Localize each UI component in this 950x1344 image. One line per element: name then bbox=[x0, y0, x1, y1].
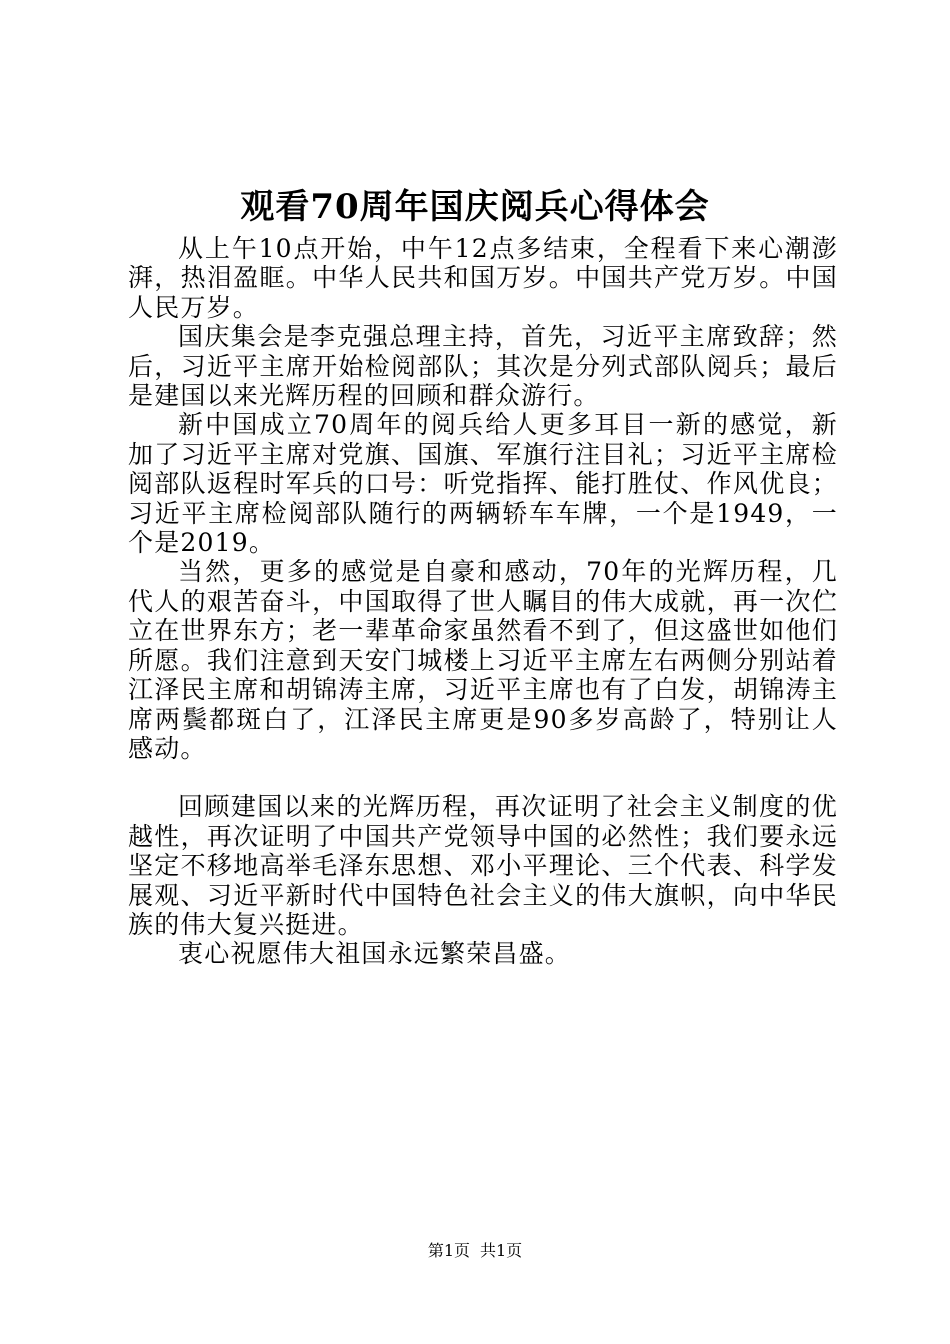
document-title: 观看70周年国庆阅兵心得体会 bbox=[240, 187, 710, 227]
page-number-total: 共1页 bbox=[480, 1241, 523, 1260]
paragraph-2: 国庆集会是李克强总理主持，首先，习近平主席致辞；然后，习近平主席开始检阅部队；其次是分列式部队阅兵；最后是建国以来光辉历程的回顾和群众游行。 bbox=[128, 322, 838, 411]
paragraph-6: 衷心祝愿伟大祖国永远繁荣昌盛。 bbox=[178, 939, 572, 969]
paragraph-4: 当然，更多的感觉是自豪和感动，70年的光辉历程，几代人的艰苦奋斗，中国取得了世人瞩目的伟大成就，再一次伫立在世界东方；老一辈革命家虽然看不到了，但这盛世如他们所愿。我们注意到天安门城楼上习近平主席左右两侧分别站着江泽民主席和胡锦涛主席，习近平主席也有了白发，胡锦涛主席两鬓都斑白了，江泽民主席更是90多岁高龄了，特别让人感动。 bbox=[128, 557, 838, 763]
paragraph-3: 新中国成立70周年的阅兵给人更多耳目一新的感觉，新加了习近平主席对党旗、国旗、军旗行注目礼；习近平主席检阅部队返程时军兵的口号：听党指挥、能打胜仗、作风优良；习近平主席检阅部队随行的两辆轿车车牌，一个是1949，一个是2019。 bbox=[128, 410, 838, 558]
page-number-current: 第1页 bbox=[427, 1241, 470, 1260]
paragraph-1: 从上午10点开始，中午12点多结束，全程看下来心潮澎湃，热泪盈眶。中华人民共和国万岁。中国共产党万岁。中国人民万岁。 bbox=[128, 234, 838, 322]
document-body bbox=[128, 234, 838, 969]
paragraph-5: 回顾建国以来的光辉历程，再次证明了社会主义制度的优越性，再次证明了中国共产党领导中国的必然性；我们要永远坚定不移地高举毛泽东思想、邓小平理论、三个代表、科学发展观、习近平新时代中国特色社会主义的伟大旗帜，向中华民族的伟大复兴挺进。 bbox=[128, 792, 838, 939]
page-footer bbox=[0, 1241, 950, 1261]
